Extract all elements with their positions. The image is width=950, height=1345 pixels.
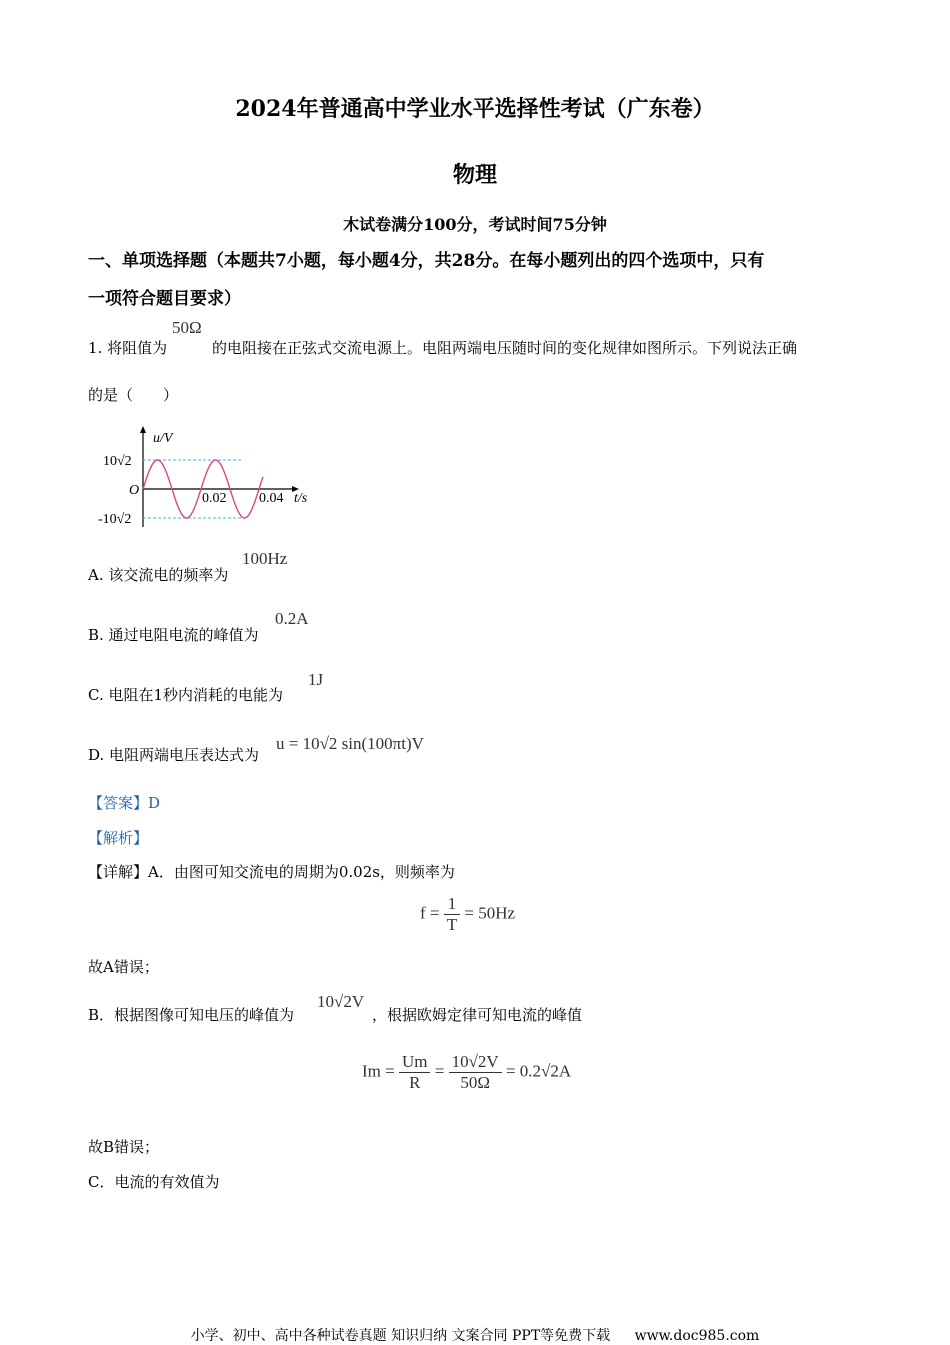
eq2-fraction1 bbox=[399, 1052, 431, 1093]
c-explanation-text: C．电流的有效值为 bbox=[88, 1173, 220, 1191]
option-a-math: 100Hz bbox=[242, 549, 288, 568]
option-c-text: C. 电阻在1秒内消耗的电能为 bbox=[88, 686, 284, 704]
footer-url[interactable]: www.doc985.com bbox=[634, 1328, 760, 1344]
option-a-text: A. 该交流电的频率为 bbox=[88, 566, 229, 584]
b-wrong-text: 故B错误； bbox=[88, 1138, 160, 1156]
question-stem-part2: 的电阻接在正弦式交流电源上。电阻两端电压随时间的变化规律如图所示。下列说法正确 bbox=[212, 339, 798, 357]
section-heading-line1: 一、单项选择题（本题共7小题，每小题4分，共28分。在每小题列出的四个选项中，只有 bbox=[88, 251, 765, 271]
voltage-time-graph bbox=[95, 422, 325, 534]
footer-ad-text: 小学、初中、高中各种试卷真题 知识归纳 文案合同 PPT等免费下载 bbox=[190, 1328, 611, 1344]
analysis-label: 【解析】 bbox=[88, 829, 149, 847]
detail-text: 【详解】A．由图可知交流电的周期为0.02s，则频率为 bbox=[88, 863, 455, 881]
option-b bbox=[88, 624, 259, 645]
subject-title: 物理 bbox=[452, 162, 497, 188]
option-b-math: 0.2A bbox=[275, 609, 309, 628]
x-axis-label: t/s bbox=[294, 491, 308, 506]
option-b-text: B. 通过电阻电流的峰值为 bbox=[88, 626, 259, 644]
b-explanation-part2: ，根据欧姆定律可知电流的峰值 bbox=[372, 1006, 583, 1024]
option-d-text: D. 电阻两端电压表达式为 bbox=[88, 746, 260, 764]
b-peak-voltage: 10√2V bbox=[317, 992, 365, 1011]
option-c bbox=[88, 684, 283, 705]
page-footer bbox=[0, 1325, 950, 1345]
y-axis-arrow bbox=[140, 426, 146, 433]
eq2-fraction2 bbox=[449, 1052, 502, 1093]
y-axis-label: u/V bbox=[153, 431, 173, 446]
y-trough-label: -10√2 bbox=[98, 512, 132, 527]
question-stem-part1: 1. 将阻值为 bbox=[88, 339, 168, 357]
eq1-numerator: 1 bbox=[444, 894, 460, 915]
option-c-math: 1J bbox=[308, 670, 324, 689]
option-d bbox=[88, 744, 259, 765]
current-equation bbox=[362, 1052, 571, 1093]
section-heading-line2: 一项符合题目要求） bbox=[88, 289, 241, 309]
question-stem-part3: 的是（ ） bbox=[88, 386, 179, 404]
eq2-result: = 0.2√2A bbox=[505, 1061, 572, 1081]
exam-note: 木试卷满分100分，考试时间75分钟 bbox=[343, 215, 607, 234]
option-d-math: u = 10√2 sin(100πt)V bbox=[276, 734, 424, 753]
exam-title: 2024年普通高中学业水平选择性考试（广东卷） bbox=[235, 96, 715, 122]
x-tick-002: 0.02 bbox=[202, 491, 227, 506]
resistance-value: 50Ω bbox=[172, 318, 202, 337]
eq2-numerator2: 10√2V bbox=[449, 1052, 502, 1073]
option-a bbox=[88, 564, 228, 585]
eq2-denominator2: 50Ω bbox=[460, 1073, 490, 1092]
a-wrong-text: 故A错误； bbox=[88, 958, 159, 976]
x-tick-004: 0.04 bbox=[259, 491, 284, 506]
eq1-lhs: f = bbox=[420, 903, 440, 923]
b-explanation-part1: B．根据图像可知电压的峰值为 bbox=[88, 1006, 295, 1024]
eq2-denominator1: R bbox=[409, 1073, 421, 1092]
eq1-denominator: T bbox=[446, 915, 458, 934]
eq2-equals: = bbox=[434, 1061, 445, 1081]
eq2-lhs: Im = bbox=[362, 1061, 395, 1081]
origin-label: O bbox=[129, 483, 140, 498]
eq2-numerator1: Um bbox=[399, 1052, 431, 1073]
y-peak-label: 10√2 bbox=[103, 454, 132, 469]
answer-label: 【答案】D bbox=[88, 794, 161, 812]
eq1-result: = 50Hz bbox=[464, 903, 516, 923]
frequency-equation bbox=[420, 894, 515, 935]
eq1-fraction bbox=[444, 894, 460, 935]
